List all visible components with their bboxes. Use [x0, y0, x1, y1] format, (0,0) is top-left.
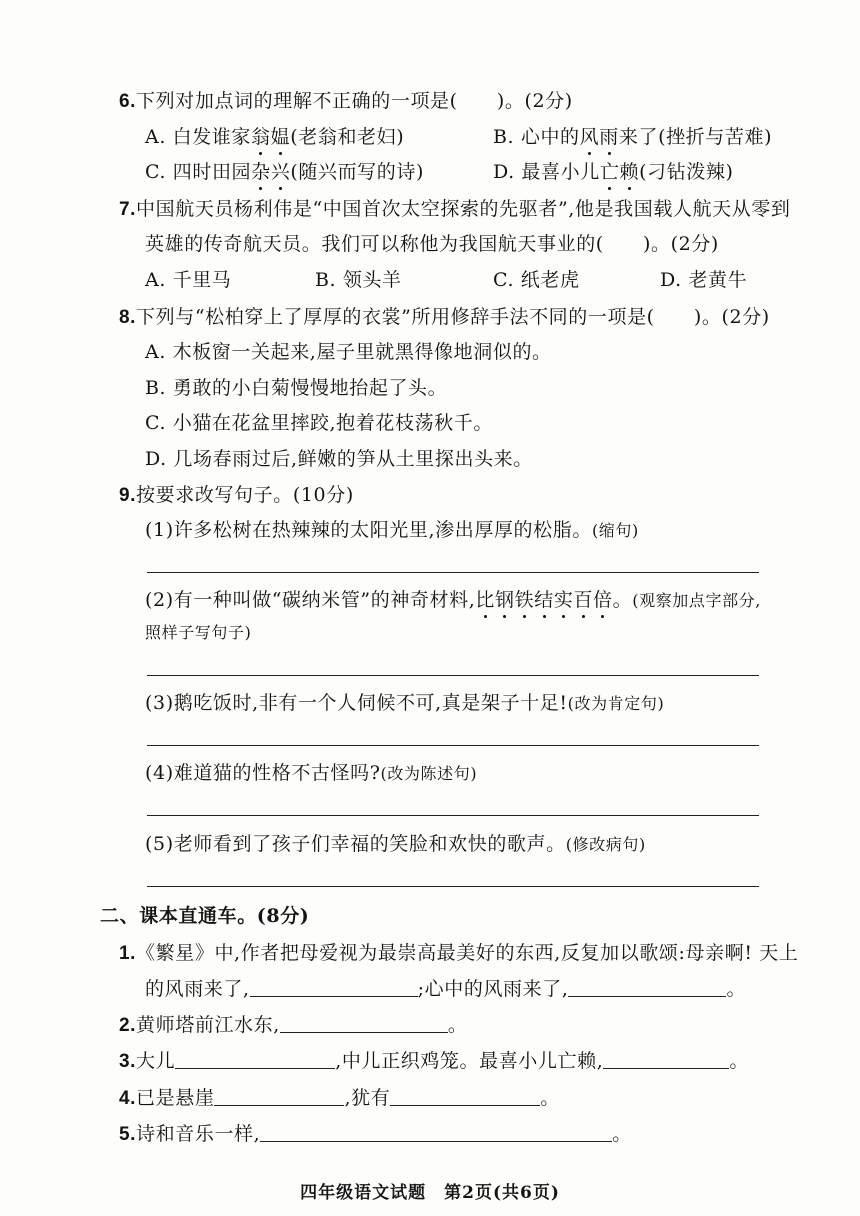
- q7-option-a: A. 千里马: [145, 269, 232, 291]
- fill-blank[interactable]: [175, 1050, 335, 1069]
- s2-item-1-line-1: 1.《繁星》中,作者把母爱视为最崇高最美好的东西,反复加以歌颂:母亲啊! 天上: [119, 942, 799, 964]
- q9-sentence-3: (3)鹅吃饭时,非有一个人伺候不可,真是架子十足!(改为肯定句): [145, 692, 665, 714]
- q6-option-d: D. 最喜小儿亡赖(刁钻泼辣): [493, 161, 734, 183]
- q9-sentence-1: (1)许多松树在热辣辣的太阳光里,渗出厚厚的松脂。(缩句): [145, 519, 639, 541]
- section-2-title: 二、课本直通车。(8分): [100, 905, 310, 927]
- fill-blank[interactable]: [603, 1050, 729, 1069]
- s2-item-2: 2.黄师塔前江水东, 。: [119, 1014, 468, 1036]
- q9-sentence-2: (2)有一种叫做“碳纳米管”的神奇材料,比钢铁结实百倍。(观察加点字部分,: [145, 589, 761, 611]
- q7-option-b: B. 领头羊: [315, 269, 402, 291]
- fill-blank[interactable]: [390, 1087, 540, 1106]
- q8-stem: 8.下列与“松柏穿上了厚厚的衣裳”所用修辞手法不同的一项是( )。(2分): [119, 306, 770, 328]
- q7-number: 7.: [119, 199, 137, 220]
- q6-option-b: B. 心中的风雨来了(挫折与苦难): [493, 126, 773, 148]
- answer-line-3[interactable]: [147, 745, 759, 746]
- q7-option-c: C. 纸老虎: [493, 269, 580, 291]
- s2-item-1-line-2: 的风雨来了, ;心中的风雨来了, 。: [145, 978, 747, 1000]
- q7-option-d: D. 老黄牛: [660, 269, 748, 291]
- q9-sentence-2-hint: 照样子写句子): [145, 623, 252, 642]
- page-footer: 四年级语文试题 第2页(共6页): [300, 1183, 560, 1203]
- q8-option-c: C. 小猫在花盆里摔跤,抱着花枝荡秋千。: [145, 412, 493, 434]
- answer-line-1[interactable]: [147, 572, 759, 573]
- q9-sentence-5: (5)老师看到了孩子们幸福的笑脸和欢快的歌声。(修改病句): [145, 833, 646, 855]
- answer-line-5[interactable]: [147, 886, 759, 887]
- q8-option-b: B. 勇敢的小白菊慢慢地抬起了头。: [145, 377, 448, 399]
- fill-blank[interactable]: [280, 1014, 448, 1033]
- q6-option-c: C. 四时田园杂兴(随兴而写的诗): [145, 161, 424, 183]
- q9-number: 9.: [119, 485, 137, 506]
- q8-option-a: A. 木板窗一关起来,屋子里就黑得像地洞似的。: [145, 341, 552, 363]
- q7-line-1: 7.中国航天员杨利伟是“中国首次太空探索的先驱者”,他是我国载人航天从零到: [119, 198, 791, 220]
- q9-stem: 9.按要求改写句子。(10分): [119, 484, 354, 506]
- answer-line-4[interactable]: [147, 815, 759, 816]
- q6-option-a: A. 白发谁家翁媪(老翁和老妇): [145, 126, 405, 148]
- q8-number: 8.: [119, 307, 137, 328]
- fill-blank[interactable]: [214, 1087, 344, 1106]
- q7-line-2: 英雄的传奇航天员。我们可以称他为我国航天事业的( )。(2分): [145, 233, 719, 255]
- q6-stem: 6.下列对加点词的理解不正确的一项是( )。(2分): [119, 90, 573, 112]
- q8-option-d: D. 几场春雨过后,鲜嫩的笋从土里探出头来。: [145, 448, 533, 470]
- s2-item-5: 5.诗和音乐一样, 。: [119, 1123, 632, 1145]
- answer-line-2[interactable]: [147, 675, 759, 676]
- q6-number: 6.: [119, 91, 137, 112]
- q9-sentence-4: (4)难道猫的性格不古怪吗?(改为陈述句): [145, 762, 478, 784]
- s2-item-3: 3.大儿 ,中儿正织鸡笼。最喜小儿亡赖, 。: [119, 1050, 749, 1072]
- s2-item-4: 4.已是悬崖 ,犹有 。: [119, 1087, 560, 1109]
- fill-blank[interactable]: [260, 1123, 612, 1142]
- fill-blank[interactable]: [250, 978, 418, 997]
- fill-blank[interactable]: [568, 978, 726, 997]
